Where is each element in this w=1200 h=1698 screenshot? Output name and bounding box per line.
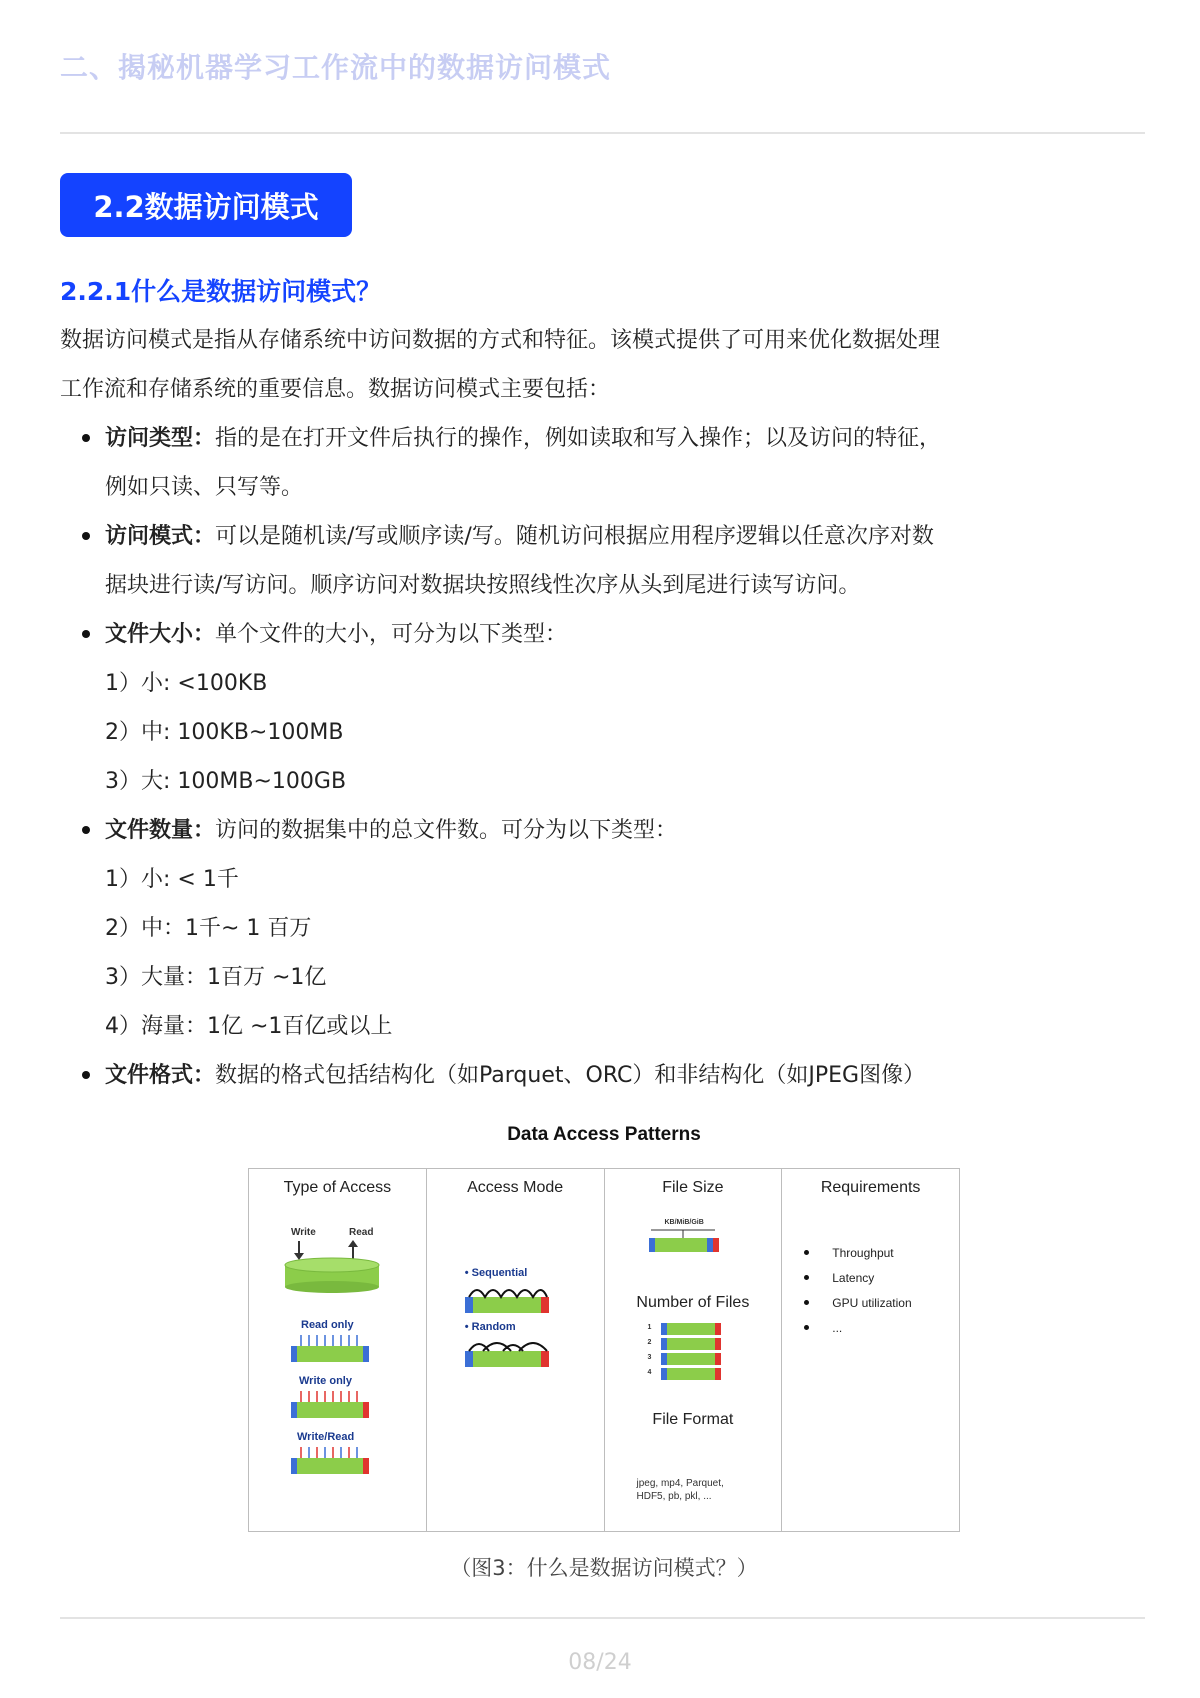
requirements-list (804, 1245, 911, 1345)
footer-divider (60, 1617, 1145, 1619)
file-count-item: 2）中：1千~ 1 百万 (105, 916, 312, 941)
read-only-label: Read only (301, 1319, 354, 1331)
bullet-text: 指的是在打开文件后执行的操作，例如读取和写入操作；以及访问的特征， (215, 426, 942, 451)
sequential-label: • Sequential (464, 1267, 528, 1279)
bullet-term: 访问模式： (105, 524, 216, 549)
body-content (60, 316, 1150, 1100)
column-file-size (605, 1169, 783, 1531)
file-size-item: 2）中: 100KB~100MB (105, 720, 344, 745)
file-size-item: 1）小: <100KB (105, 671, 268, 696)
bullet-text-cont: 例如只读、只写等。 (105, 475, 304, 500)
page-number: 08/24 (568, 1650, 632, 1675)
bullet-access-mode (60, 512, 1150, 610)
random-access-icon (463, 1335, 553, 1369)
bullet-text-cont: 据块进行读/写访问。顺序访问对数据块按照线性次序从头到尾进行读写访问。 (105, 573, 861, 598)
bullet-text: 数据的格式包括结构化（如Parquet、ORC）和非结构化（如JPEG图像） (215, 1063, 926, 1088)
file-index: 2 (647, 1339, 652, 1346)
intro-line-2: 工作流和存储系统的重要信息。数据访问模式主要包括： (60, 377, 611, 402)
bullet-dot (82, 1071, 90, 1079)
requirement-item: ... (804, 1320, 911, 1345)
file-count-item: 3）大量：1百万 ~1亿 (105, 965, 327, 990)
data-access-patterns-figure (248, 1124, 960, 1502)
bullet-file-count (60, 806, 1150, 855)
sequential-access-icon (463, 1281, 553, 1315)
bullet-term: 文件格式： (105, 1063, 216, 1088)
bullet-access-type (60, 414, 1150, 512)
intro-line-1: 数据访问模式是指从存储系统中访问数据的方式和特征。该模式提供了可用来优化数据处理 (60, 328, 941, 353)
file-count-item: 4）海量：1亿 ~1百亿或以上 (105, 1014, 393, 1039)
header-divider (60, 132, 1145, 134)
column-type-of-access (249, 1169, 427, 1531)
number-of-files-label: Number of Files (636, 1294, 750, 1311)
column-access-mode (427, 1169, 605, 1531)
bullet-file-format (60, 1051, 1150, 1100)
figure-title: Data Access Patterns (507, 1124, 701, 1145)
storage-disk-icon (279, 1239, 389, 1299)
bullet-dot (82, 630, 90, 638)
running-header-title: 二、揭秘机器学习工作流中的数据访问模式 (60, 51, 612, 84)
file-format-list-1: jpeg, mp4, Parquet, (636, 1478, 724, 1489)
bullet-term: 访问类型： (105, 426, 216, 451)
section-badge: 2.2数据访问模式 (60, 173, 352, 237)
bullet-dot (82, 532, 90, 540)
bullet-term: 文件数量： (105, 818, 216, 843)
requirement-item: Latency (804, 1270, 911, 1295)
write-only-label: Write only (299, 1375, 352, 1387)
column-title: File Size (662, 1179, 724, 1196)
file-size-icon (647, 1226, 721, 1256)
bullet-dot (82, 434, 90, 442)
bullet-term: 文件大小： (105, 622, 216, 647)
bullet-text: 单个文件的大小，可分为以下类型： (215, 622, 568, 647)
column-title: Type of Access (283, 1179, 392, 1196)
write-read-icon (289, 1444, 371, 1478)
file-size-item: 3）大: 100MB~100GB (105, 769, 347, 794)
write-label: Write (291, 1227, 316, 1238)
number-of-files-icon (659, 1321, 723, 1385)
subsection-heading: 2.2.1什么是数据访问模式？ (60, 277, 382, 306)
unit-label: KB/MiB/GiB (664, 1219, 704, 1226)
file-index: 3 (647, 1354, 652, 1361)
bullet-file-size (60, 610, 1150, 659)
file-index: 4 (647, 1369, 652, 1376)
requirement-item: Throughput (804, 1245, 911, 1270)
file-format-label: File Format (652, 1411, 734, 1428)
bullet-text: 可以是随机读/写或顺序读/写。随机访问根据应用程序逻辑以任意次序对数 (215, 524, 934, 549)
file-format-list-2: HDF5, pb, pkl, ... (636, 1491, 712, 1502)
figure-caption: （图3：什么是数据访问模式？） (450, 1556, 758, 1580)
figure-grid (248, 1168, 960, 1532)
column-title: Access Mode (467, 1179, 564, 1196)
file-format-list (637, 1477, 724, 1503)
write-read-label: Write/Read (297, 1431, 355, 1443)
requirement-item: GPU utilization (804, 1295, 911, 1320)
column-title: Requirements (820, 1179, 921, 1196)
bullet-text: 访问的数据集中的总文件数。可分为以下类型： (215, 818, 678, 843)
write-only-icon (289, 1388, 371, 1422)
file-index: 1 (647, 1324, 652, 1331)
bullet-dot (82, 826, 90, 834)
sequential-text: Sequential (471, 1267, 528, 1279)
read-label: Read (349, 1227, 374, 1238)
column-requirements (782, 1169, 959, 1531)
read-only-icon (289, 1332, 371, 1366)
file-count-item: 1）小: < 1千 (105, 867, 239, 892)
random-text: Random (471, 1321, 516, 1333)
random-label: • Random (464, 1321, 516, 1333)
